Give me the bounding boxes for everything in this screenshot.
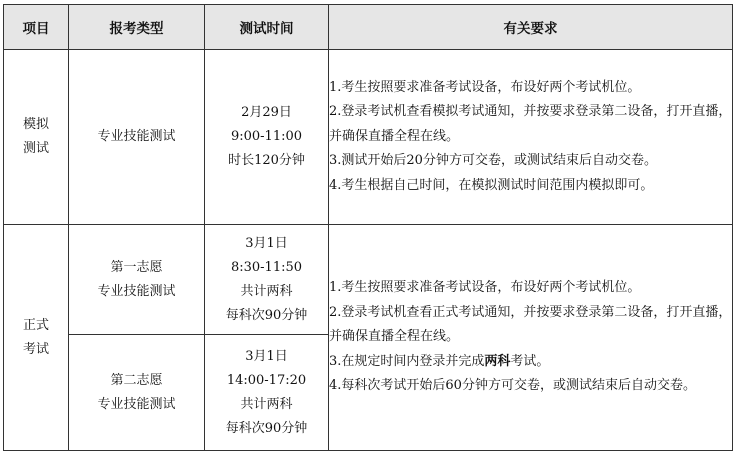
mock-requirement-2: 2.登录考试机查看模拟考试通知，并按要求登录第二设备，打开直播，并确保直播全程在线。 [329, 104, 732, 144]
first-choice-subject: 专业技能测试 [97, 283, 176, 299]
mock-type-cell: 专业技能测试 [69, 50, 205, 225]
mock-date: 2月29日 [241, 105, 292, 120]
mock-duration: 时长120分钟 [228, 153, 305, 168]
formal-item-cell [4, 225, 69, 451]
second-choice-time-cell [205, 335, 329, 451]
first-choice-date: 3月1日 [245, 235, 288, 251]
mock-item-label: 模拟测试 [22, 117, 49, 156]
header-time: 测试时间 [205, 5, 329, 50]
second-choice-type-cell [69, 335, 205, 451]
mock-row [4, 50, 733, 225]
mock-time-cell [205, 50, 329, 225]
mock-requirement-3: 3.测试开始后20分钟方可交卷，或测试结束后自动交卷。 [329, 153, 657, 169]
formal-item-label: 正式考试 [22, 317, 49, 357]
header-item: 项目 [4, 5, 69, 50]
header-row [4, 5, 733, 50]
formal-requirement-3 [329, 350, 732, 375]
first-choice-duration: 每科次90分钟 [225, 307, 308, 323]
formal-requirement-4: 4.每科次考试开始后60分钟方可交卷，或测试结束后自动交卷。 [329, 378, 696, 394]
mock-requirements-cell [329, 50, 733, 225]
formal-first-row [4, 225, 733, 335]
formal-requirement-3-post: 考试。 [510, 353, 550, 369]
mock-requirement-4: 4.考生根据自己时间，在模拟测试时间范围内模拟即可。 [329, 177, 654, 193]
second-choice-date: 3月1日 [245, 348, 288, 364]
formal-requirement-3-bold: 两科 [484, 353, 511, 369]
formal-requirement-2: 2.登录考试机查看正式考试通知，并按要求登录第二设备，打开直播，并确保直播全程在线。 [329, 304, 732, 345]
second-choice-subjects: 共计两科 [240, 396, 293, 412]
mock-hours: 9:00-11:00 [230, 129, 303, 144]
formal-requirement-1: 1.考生按照要求准备考试设备，布设好两个考试机位。 [329, 280, 641, 296]
mock-item-cell [4, 50, 69, 225]
second-choice-duration: 每科次90分钟 [225, 420, 308, 436]
header-requirements: 有关要求 [329, 5, 733, 50]
first-choice-time-cell [205, 225, 329, 335]
second-choice-subject: 专业技能测试 [97, 396, 176, 412]
first-choice-subjects: 共计两科 [240, 283, 293, 299]
exam-schedule-table [3, 4, 733, 451]
header-type: 报考类型 [69, 5, 205, 50]
first-choice-label: 第一志愿 [110, 259, 163, 275]
first-choice-hours: 8:30-11:50 [230, 259, 303, 275]
formal-requirements-cell [329, 225, 733, 451]
formal-requirement-3-pre: 3.在规定时间内登录并完成 [329, 353, 485, 369]
second-choice-hours: 14:00-17:20 [226, 372, 307, 388]
second-choice-label: 第二志愿 [110, 372, 163, 388]
mock-requirement-1: 1.考生按照要求准备考试设备，布设好两个考试机位。 [329, 79, 641, 95]
first-choice-type-cell [69, 225, 205, 335]
